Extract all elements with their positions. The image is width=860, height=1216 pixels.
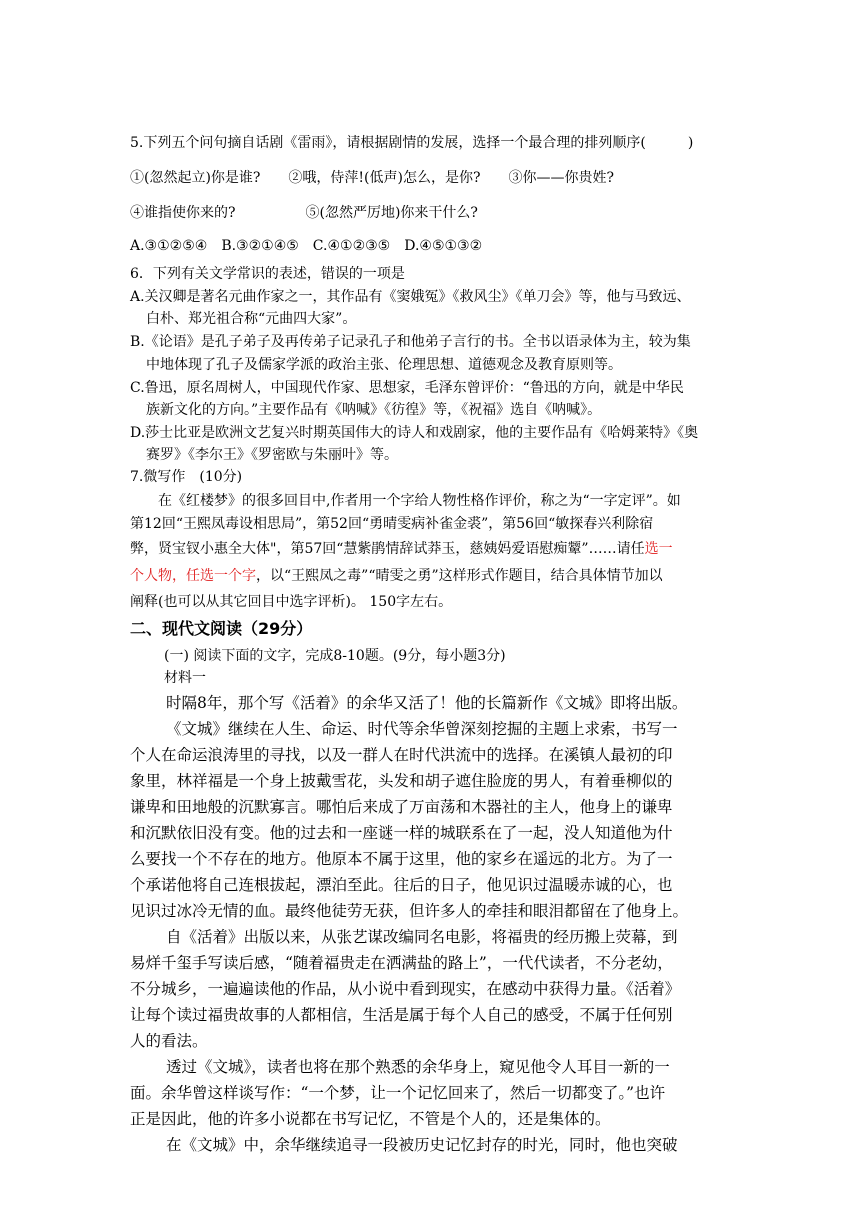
passage-line: 易烊千玺手写读后感，“随着福贵走在洒满盐的路上”，一代代读者，不分老幼，	[130, 954, 673, 972]
passage-line: 么要找一个不存在的地方。他原本不属于这里，他的家乡在遥远的北方。为了一	[130, 850, 673, 868]
passage-line: 《文城》继续在人生、命运、时代等余华曾深刻挖掘的主题上求索，书写一	[166, 720, 678, 738]
passage-line: 谦卑和田地般的沉默寡言。哪怕后来成了万亩荡和木器社的主人，他身上的谦卑	[130, 798, 673, 816]
passage-line: 透过《文城》，读者也将在那个熟悉的余华身上，窥见他令人耳目一新的一	[166, 1058, 670, 1076]
q7-prompt-line4	[130, 566, 663, 586]
passage-line: 见识过冰冷无情的血。最终他徒劳无获，但许多人的牵挂和眼泪都留在了他身上。	[130, 902, 689, 920]
passage-line: 在《文城》中，余华继续追寻一段被历史记忆封存的时光，同时，他也突破	[166, 1136, 678, 1154]
q6-option-b-line2: 中地体现了孔子及儒家学派的政治主张、伦理思想、道德观念及教育原则等。	[146, 357, 622, 373]
passage-line: 不分城乡，一遍遍读他的作品，从小说中看到现实，在感动中获得力量。《活着》	[130, 980, 681, 998]
passage-line: 自《活着》出版以来，从张艺谋改编同名电影，将福贵的经历搬上荧幕，到	[166, 928, 678, 946]
passage-line: 个人在命运浪涛里的寻找，以及一群人在时代洪流中的选择。在溪镇人最初的印	[130, 746, 673, 764]
passage-line: 时隔8年，那个写《活着》的余华又活了！他的长篇新作《文城》即将出版。	[166, 694, 688, 712]
q7-prompt-line2: 第12回“王熙凤毒设相思局”，第52回“勇晴雯病补雀金裘”，第56回“敏探春兴利除宿	[130, 516, 654, 532]
passage-line: 让每个读过福贵故事的人都相信，生活是属于每个人自己的感受，不属于任何别	[130, 1006, 673, 1024]
q6-option-b-line1: B.《论语》是孔子弟子及再传弟子记录孔子和他弟子言行的书。全书以语录体为主，较为集	[130, 334, 691, 350]
q6-stem: 6．下列有关文学常识的表述，错误的一项是	[130, 266, 405, 282]
passage-line: 象里，林祥福是一个身上披戴雪花，头发和胡子遮住脸庞的男人，有着垂柳似的	[130, 772, 673, 790]
q6-option-a-line2: 白朴、郑光祖合称“元曲四大家”。	[146, 311, 357, 327]
q6-option-a-line1: A.关汉卿是著名元曲作家之一，其作品有《窦娥冤》《救风尘》《单刀会》等，他与马致远、	[130, 289, 691, 305]
passage-line: 正是因此，他的许多小说都在书写记忆，不管是个人的，还是集体的。	[130, 1110, 611, 1128]
q6-option-c-line2: 族新文化的方向。”主要作品有《呐喊》《彷徨》等，《祝福》选自《呐喊》。	[146, 402, 602, 418]
q5-options: A.③①②⑤④ B.③②①④⑤ C.④①②③⑤ D.④⑤①③②	[130, 238, 483, 254]
passage-line: 人的看法。	[130, 1032, 208, 1050]
q7-prompt-line4-text: ，以“王熙凤之毒”“晴雯之勇”这样形式作题目，结合具体情节加以	[256, 568, 663, 584]
reading-instructions: (一) 阅读下面的文字，完成8-10题。(9分，每小题3分)	[164, 648, 506, 664]
q7-prompt-line1: 在《红楼梦》的很多回目中,作者用一个字给人物性格作评价，称之为“一字定评”。如	[158, 493, 681, 509]
q6-option-d-line1: D.莎士比亚是欧洲文艺复兴时期英国伟大的诗人和戏剧家，他的主要作品有《哈姆莱特》《奥	[130, 425, 699, 441]
q7-title: 7.微写作 (10分)	[130, 469, 243, 485]
q6-option-c-line1: C.鲁迅，原名周树人，中国现代作家、思想家，毛泽东曾评价：“鲁迅的方向，就是中华民	[130, 380, 684, 396]
passage-line: 面。余华曾这样谈写作：“一个梦，让一个记忆回来了，然后一切都变了。”也许	[130, 1084, 666, 1102]
section-heading: 二、现代文阅读（29分）	[130, 619, 313, 638]
q7-highlight-1: 选一	[644, 541, 673, 557]
q5-quotes-line2: ④谁指使你来的? ⑤(忽然严厉地)你来干什么?	[130, 205, 478, 221]
q5-stem: 5.下列五个问句摘自话剧《雷雨》，请根据剧情的发展，选择一个最合理的排列顺序( )	[130, 135, 694, 151]
q5-quotes-line1: ①(忽然起立)你是谁? ②哦，侍萍!(低声)怎么，是你? ③你——你贵姓?	[130, 170, 614, 186]
material-label: 材料一	[164, 670, 206, 686]
q6-option-d-line2: 赛罗》《李尔王》《罗密欧与朱丽叶》等。	[146, 447, 398, 463]
q7-prompt-line3-text: 弊，贤宝钗小惠全大体"，第57回“慧紫鹃情辞试莽玉，慈姨妈爱语慰痴颦”……请任	[130, 541, 645, 557]
q7-highlight-2: 个人物，任选一个字	[130, 568, 256, 584]
passage-line: 个承诺他将自己连根拔起，漂泊至此。往后的日子，他见识过温暖赤诚的心，也	[130, 876, 673, 894]
q7-prompt-line5: 阐释(也可以从其它回目中选字评析)。 150字左右。	[130, 594, 453, 610]
passage-line: 和沉默依旧没有变。他的过去和一座谜一样的城联系在了一起，没人知道他为什	[130, 824, 673, 842]
q7-prompt-line3	[130, 539, 673, 559]
